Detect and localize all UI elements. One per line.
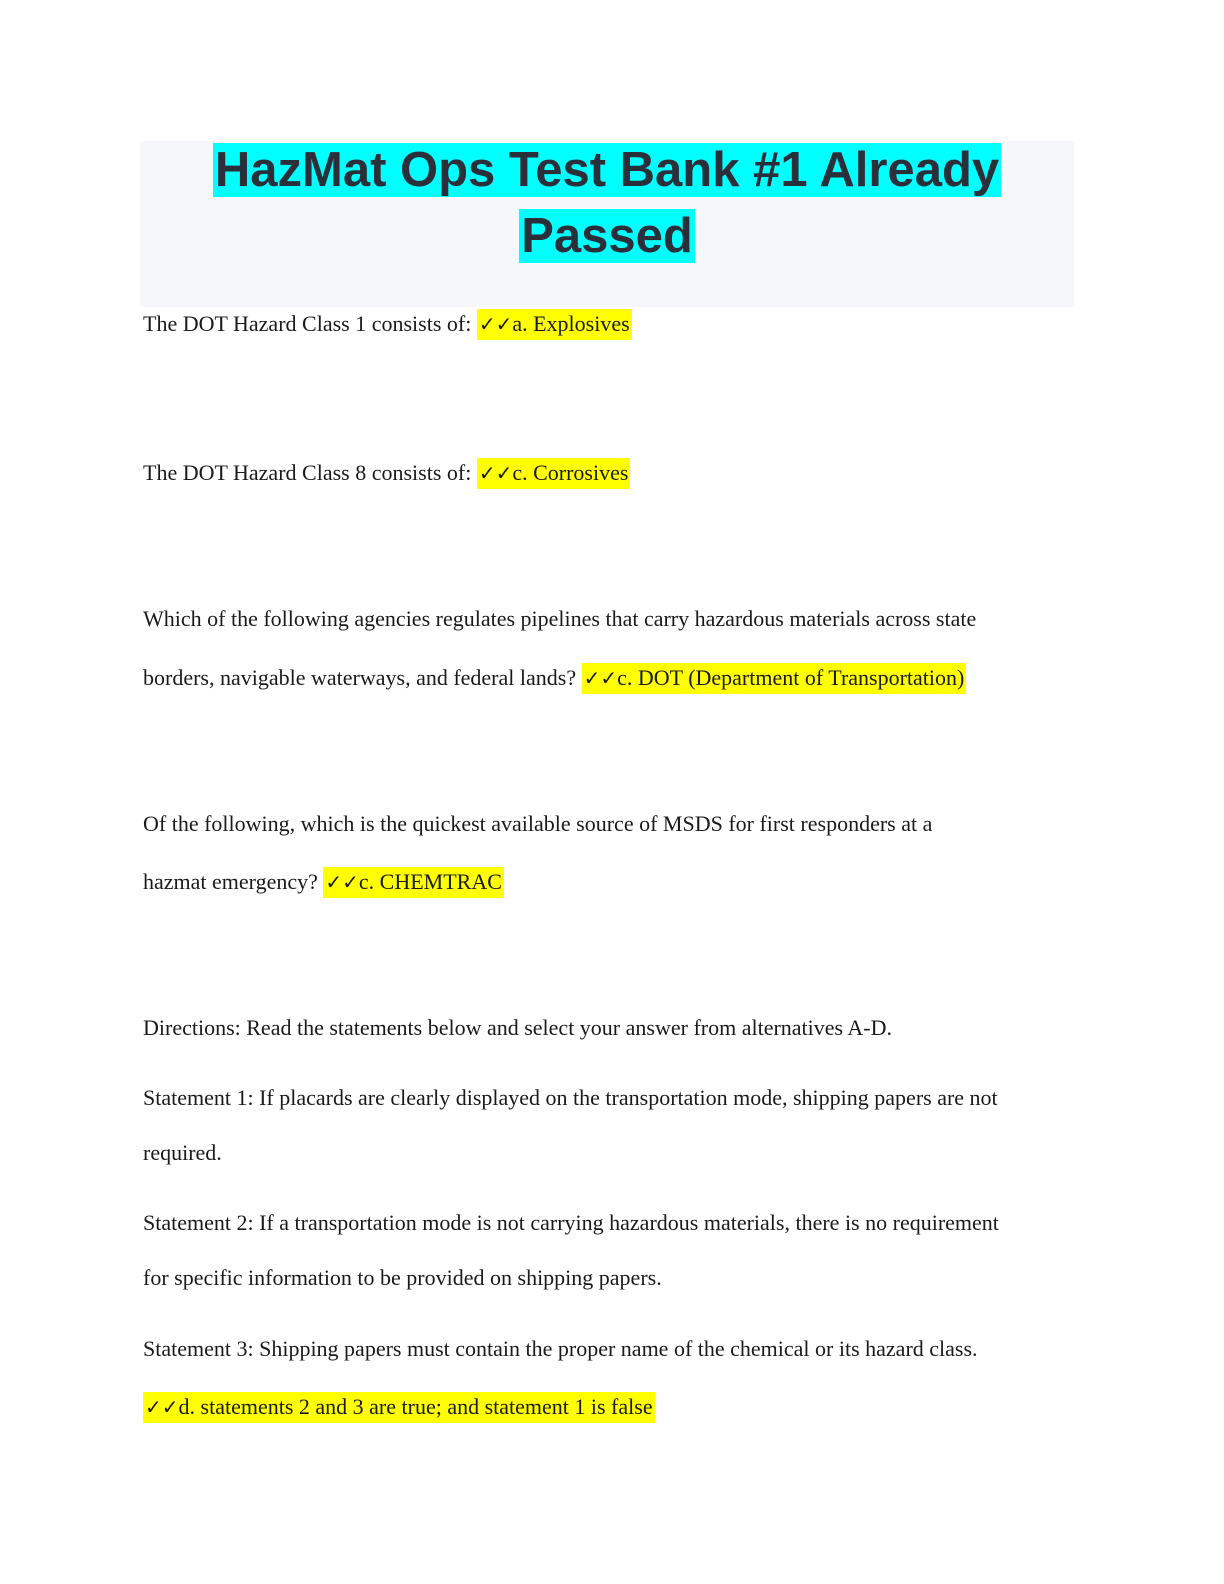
question-2-text: The DOT Hazard Class 8 consists of: [143,460,477,485]
question-2 [143,460,1083,486]
page-title-line2: Passed [521,209,693,263]
statement-1-line1: Statement 1: If placards are clearly displayed on the transportation mode, shipping papers are not [143,1085,998,1110]
answer-4-highlight [323,867,504,898]
statement-3-line: Statement 3: Shipping papers must contain the proper name of the chemical or its hazard class. [143,1336,978,1361]
statement-1-line2: required. [143,1140,222,1165]
title-wrap [140,143,1074,275]
directions-text [143,1015,1083,1041]
answer-1-highlight [477,309,632,340]
checkmark-icon: ✓✓ [478,312,513,336]
page-title-line1: HazMat Ops Test Bank #1 Already [214,143,1000,197]
answer-4-text: c. CHEMTRAC [358,869,502,894]
checkmark-icon: ✓✓ [478,461,513,485]
question-3-line1: Which of the following agencies regulates pipelines that carry hazardous materials across state [143,606,977,631]
question-1 [143,311,1083,337]
statement-2-line2: for specific information to be provided on shipping papers. [143,1265,662,1290]
answer-5-text: d. statements 2 and 3 are true; and statement 1 is false [178,1394,653,1419]
statement-3 [143,1336,1083,1362]
question-4-line1: Of the following, which is the quickest available source of MSDS for first responders at a [143,811,933,836]
statement-1 [143,1085,1083,1111]
question-3 [143,606,1083,632]
checkmark-icon: ✓✓ [145,1395,179,1419]
statement-1-cont [143,1140,1083,1166]
question-4 [143,811,1083,837]
question-3-cont [143,665,1083,691]
checkmark-icon: ✓✓ [583,666,618,690]
directions-answer [143,1394,1083,1420]
statement-2-cont [143,1265,1083,1291]
question-1-text: The DOT Hazard Class 1 consists of: [143,311,477,336]
directions-line: Directions: Read the statements below and select your answer from alternatives A-D. [143,1015,892,1040]
statement-2-line1: Statement 2: If a transportation mode is not carrying hazardous materials, there is no requirement [143,1210,999,1235]
checkmark-icon: ✓✓ [325,870,359,894]
answer-3-text: c. DOT (Department of Transportation) [617,665,965,690]
question-3-line2: borders, navigable waterways, and federal lands? [143,665,582,690]
question-4-cont [143,869,1083,895]
answer-3-highlight [582,663,967,694]
answer-2-highlight [477,458,631,489]
answer-5-highlight [143,1392,655,1423]
title-block [140,141,1074,307]
question-4-line2: hazmat emergency? [143,869,324,894]
answer-1-text: a. Explosives [512,311,630,336]
answer-2-text: c. Corrosives [512,460,629,485]
statement-2 [143,1210,1083,1236]
